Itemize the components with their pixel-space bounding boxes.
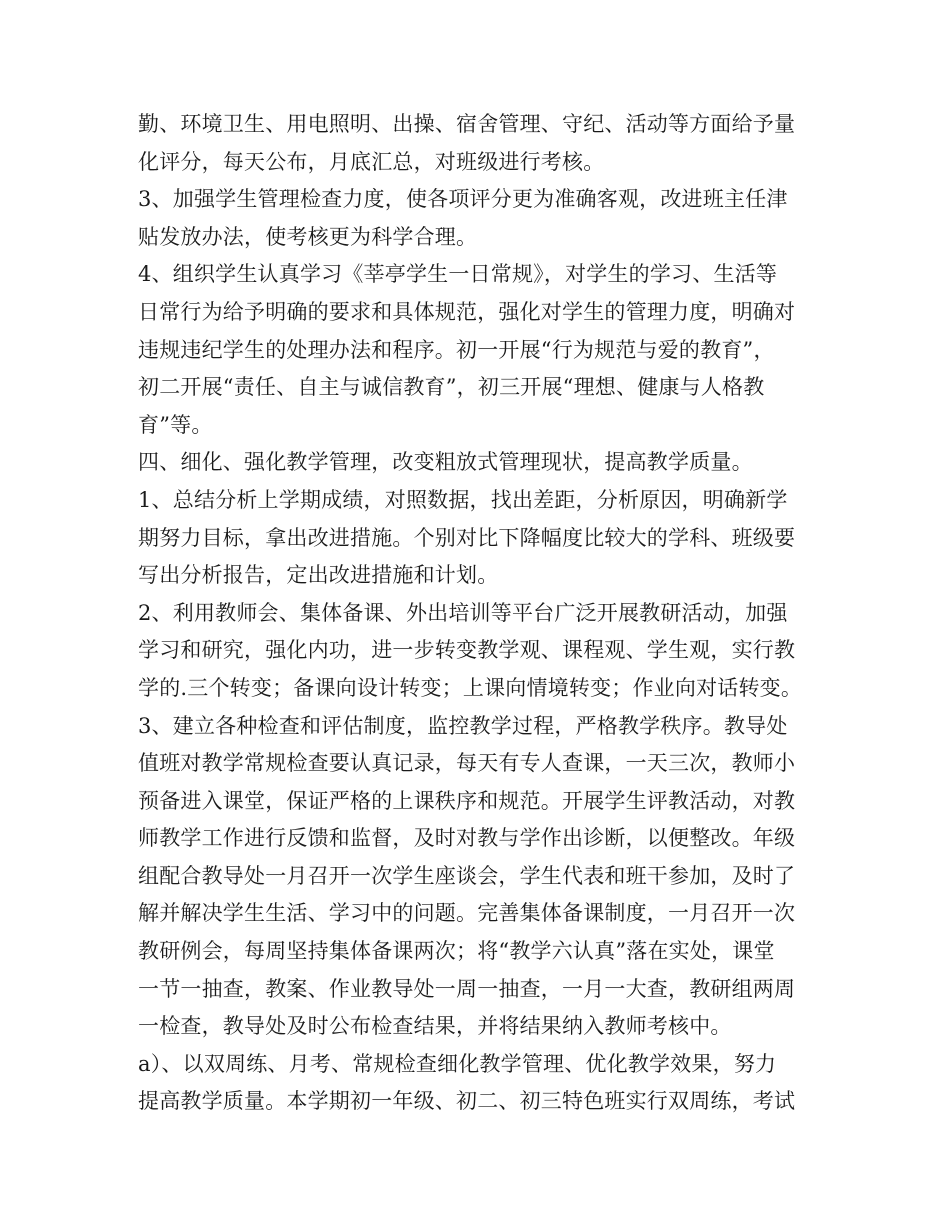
text-line: 1、总结分析上学期成绩，对照数据，找出差距，分析原因，明确新学 [138,487,788,512]
text-line: 日常行为给予明确的要求和具体规范，强化对学生的管理力度，明确对 [138,299,796,324]
text-line: 写出分析报告，定出改进措施和计划。 [138,563,499,588]
text-line: 值班对教学常规检查要认真记录，每天有专人查课，一天三次，教师小 [138,751,796,776]
section-heading: 四、细化、强化教学管理，改变粗放式管理现状，提高教学质量。 [138,450,753,475]
text-line: 3、建立各种检查和评估制度，监控教学过程，严格教学秩序。教导处 [138,713,788,738]
document-body [138,106,818,1121]
text-line: 学的.三个转变；备课向设计转变；上课向情境转变；作业向对话转变。 [138,675,803,700]
text-line: 解并解决学生生活、学习中的问题。完善集体备课制度，一月召开一次 [138,901,796,926]
text-line: 2、利用教师会、集体备课、外出培训等平台广泛开展教研活动，加强 [138,600,788,625]
text-line: 勤、环境卫生、用电照明、出操、宿舍管理、守纪、活动等方面给予量 [138,112,796,136]
text-line: 化评分，每天公布，月底汇总，对班级进行考核。 [138,149,605,174]
text-line: 教研例会，每周坚持集体备课两次；将“教学六认真”落在实处，课堂 [138,939,775,964]
text-line: 初二开展“责任、自主与诚信教育”，初三开展“理想、健康与人格教 [138,375,765,400]
text-line: 学习和研究，强化内功，进一步转变教学观、课程观、学生观，实行教 [138,638,796,663]
text-line: 育”等。 [138,412,213,437]
text-line: a）、以双周练、月考、常规检查细化教学管理、优化教学效果，努力 [138,1051,777,1076]
text-line: 师教学工作进行反馈和监督，及时对教与学作出诊断，以便整改。年级 [138,826,796,851]
text-line: 期努力目标，拿出改进措施。个别对比下降幅度比较大的学科、班级要 [138,525,796,550]
text-line: 一检查，教导处及时公布检查结果，并将结果纳入教师考核中。 [138,1014,732,1039]
text-line: 预备进入课堂，保证严格的上课秩序和规范。开展学生评教活动，对教 [138,788,796,813]
text-line: 违规违纪学生的处理办法和程序。初一开展“行为规范与爱的教育”， [138,337,775,362]
text-line: 4、组织学生认真学习《莘亭学生一日常规》，对学生的学习、生活等 [138,262,778,287]
text-line: 贴发放办法，使考核更为科学合理。 [138,224,478,249]
text-line: 一节一抽查，教案、作业教导处一周一抽查，一月一大查，教研组两周 [138,976,796,1001]
text-line: 3、加强学生管理检查力度，使各项评分更为准确客观，改进班主任津 [138,187,788,212]
text-line: 提高教学质量。本学期初一年级、初二、初三特色班实行双周练，考试 [138,1089,796,1114]
text-line: 组配合教导处一月召开一次学生座谈会，学生代表和班干参加，及时了 [138,863,796,888]
